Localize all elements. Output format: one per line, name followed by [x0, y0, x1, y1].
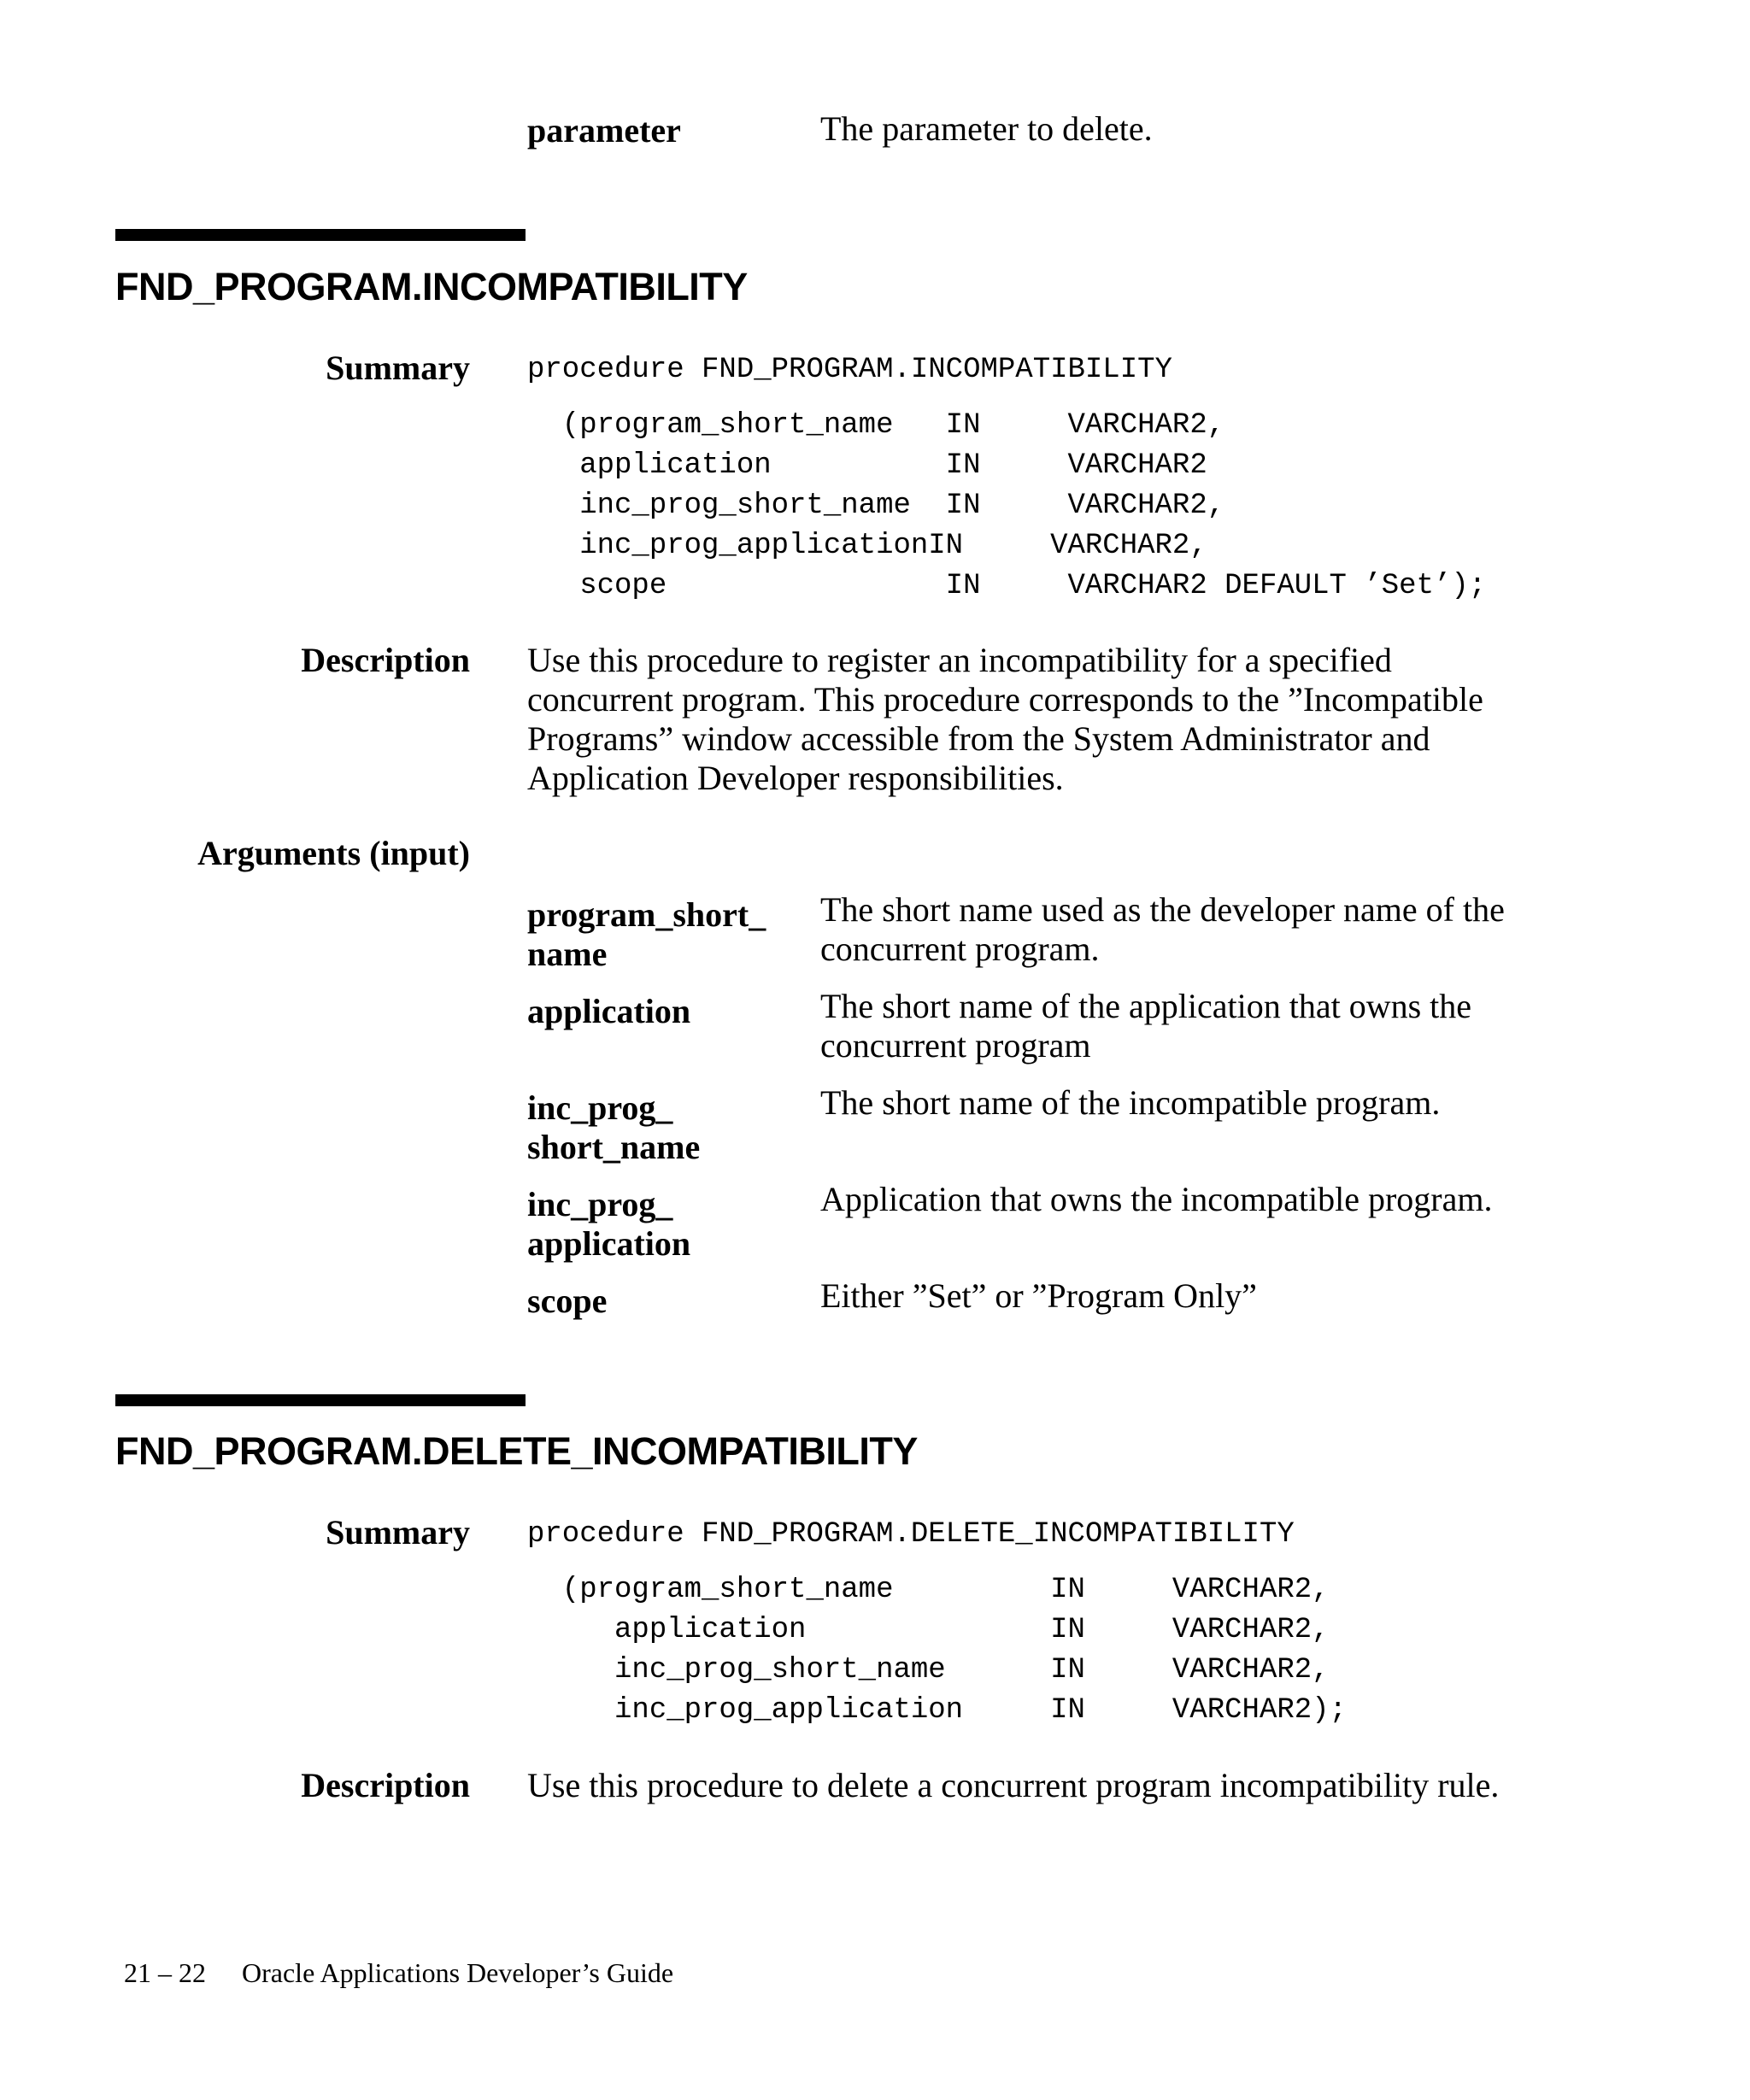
argument-name-line: inc_prog_ — [527, 1088, 673, 1127]
argument-description-line: Either ”Set” or ”Program Only” — [820, 1276, 1257, 1315]
argument-name — [527, 1185, 784, 1264]
argument-name-line: application — [527, 992, 691, 1030]
argument-name-line: name — [527, 935, 608, 973]
argument-name — [527, 1088, 784, 1167]
description-line: Programs” window accessible from the System Administrator and — [527, 719, 1430, 758]
section-title-incompatibility: FND_PROGRAM.INCOMPATIBILITY — [115, 265, 748, 308]
argument-description — [820, 1083, 1589, 1123]
summary-code-line: application IN VARCHAR2, — [527, 1614, 1330, 1646]
description-label: Description — [301, 1766, 470, 1804]
summary-code-line: (program_short_name IN VARCHAR2, — [527, 1574, 1330, 1606]
summary-label: Summary — [326, 1513, 470, 1552]
argument-name-line: short_name — [527, 1128, 701, 1166]
summary-code-line: scope IN VARCHAR2 DEFAULT ’Set’); — [527, 570, 1487, 602]
argument-description — [820, 890, 1589, 969]
argument-description-line: concurrent program. — [820, 930, 1100, 968]
arguments-label: Arguments (input) — [197, 834, 470, 872]
section-rule — [115, 229, 526, 241]
argument-description — [820, 987, 1589, 1065]
description-line: Use this procedure to register an incompatibility for a specified — [527, 641, 1392, 679]
argument-name-line: program_short_ — [527, 895, 766, 934]
argument-name-line: inc_prog_ — [527, 1185, 673, 1223]
summary-code-line: inc_prog_short_name IN VARCHAR2, — [527, 1654, 1330, 1686]
summary-code-line: inc_prog_application IN VARCHAR2); — [527, 1694, 1347, 1727]
argument-description-line: The short name of the incompatible program. — [820, 1083, 1441, 1122]
book-title: Oracle Applications Developer’s Guide — [242, 1957, 674, 1988]
description-label: Description — [301, 641, 470, 679]
argument-description — [820, 1180, 1589, 1219]
description-line: Use this procedure to delete a concurrent program incompatibility rule. — [527, 1766, 1500, 1804]
summary-code-line: (program_short_name IN VARCHAR2, — [527, 409, 1225, 442]
summary-code-line: inc_prog_short_name IN VARCHAR2, — [527, 490, 1225, 522]
argument-description-line: The short name of the application that owns the — [820, 987, 1472, 1025]
summary-code-line: procedure FND_PROGRAM.DELETE_INCOMPATIBILITY — [527, 1518, 1295, 1551]
summary-code-line: application IN VARCHAR2 — [527, 449, 1207, 482]
argument-name-line: application — [527, 1224, 691, 1263]
summary-code-line: procedure FND_PROGRAM.INCOMPATIBILITY — [527, 354, 1172, 386]
argument-description-line: Application that owns the incompatible program. — [820, 1180, 1493, 1218]
argument-name — [527, 1282, 784, 1321]
summary-label: Summary — [326, 349, 470, 387]
summary-code-line: inc_prog_applicationIN VARCHAR2, — [527, 530, 1207, 562]
page-number: 21 – 22 — [124, 1957, 206, 1988]
description-line: Application Developer responsibilities. — [527, 759, 1064, 797]
description-line: concurrent program. This procedure corresponds to the ”Incompatible — [527, 680, 1483, 719]
argument-name — [527, 895, 784, 974]
parameter-arg-name: parameter — [527, 111, 681, 150]
parameter-arg-description: The parameter to delete. — [820, 109, 1153, 148]
argument-name — [527, 992, 784, 1031]
argument-description-line: concurrent program — [820, 1026, 1091, 1065]
section-rule — [115, 1394, 526, 1406]
section-title-delete-incompatibility: FND_PROGRAM.DELETE_INCOMPATIBILITY — [115, 1429, 918, 1473]
argument-description-line: The short name used as the developer name of the — [820, 890, 1505, 929]
argument-name-line: scope — [527, 1282, 608, 1320]
argument-description — [820, 1276, 1589, 1316]
